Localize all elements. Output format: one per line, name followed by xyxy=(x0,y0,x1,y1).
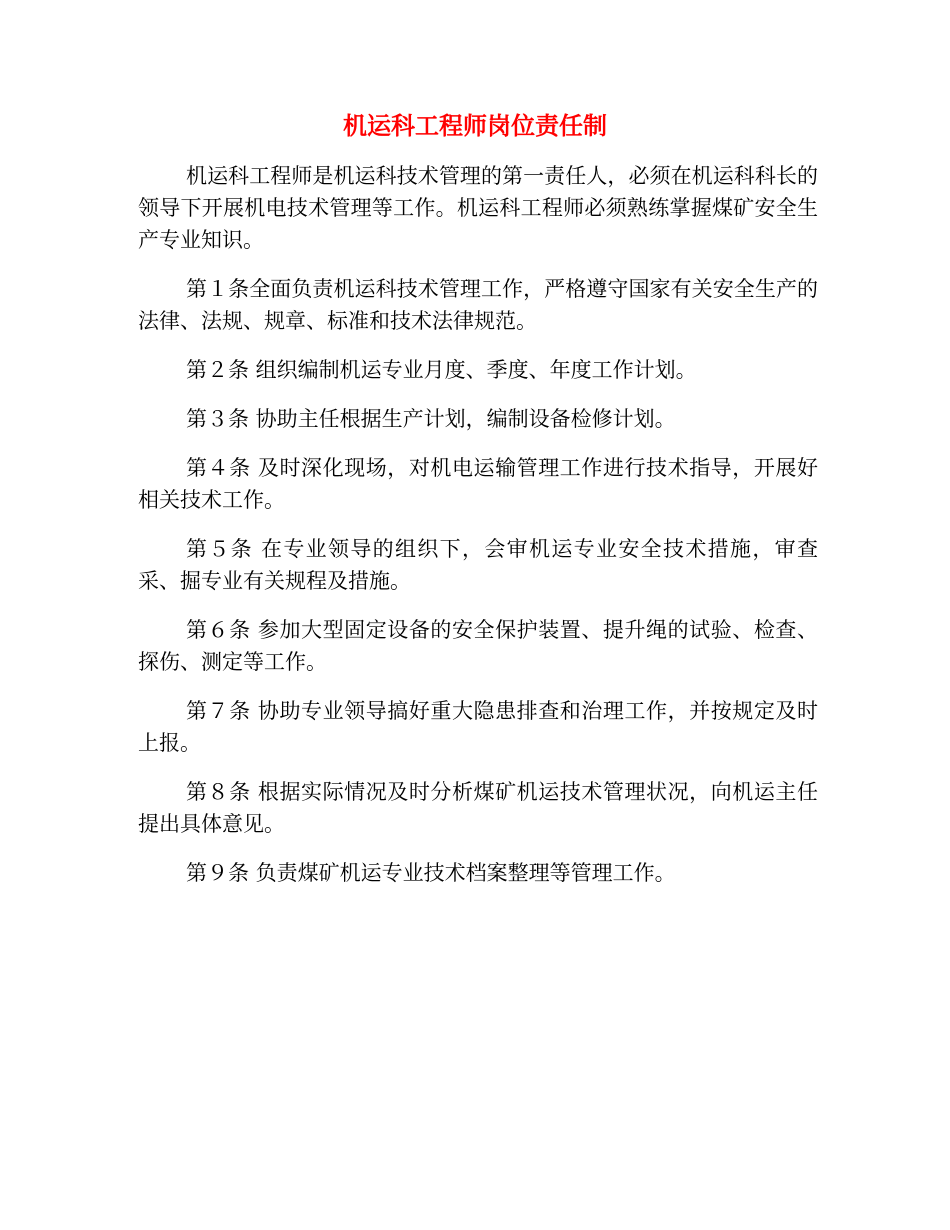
article-6: 第６条 参加大型固定设备的安全保护装置、提升绳的试验、检查、探伤、测定等工作。 xyxy=(138,618,818,674)
document-title: 机运科工程师岗位责任制 xyxy=(343,111,607,140)
article-3: 第３条 协助主任根据生产计划，编制设备检修计划。 xyxy=(186,407,676,431)
intro-paragraph: 机运科工程师是机运科技术管理的第一责任人，必须在机运科科长的领导下开展机电技术管理等工作。机运科工程师必须熟练掌握煤矿安全生产专业知识。 xyxy=(138,164,818,252)
article-8: 第８条 根据实际情况及时分析煤矿机运技术管理状况，向机运主任提出具体意见。 xyxy=(138,780,818,836)
article-2: 第２条 组织编制机运专业月度、季度、年度工作计划。 xyxy=(186,358,697,382)
article-5: 第５条 在专业领导的组织下，会审机运专业安全技术措施，审查采、掘专业有关规程及措施。 xyxy=(138,537,818,593)
article-4: 第４条 及时深化现场，对机电运输管理工作进行技术指导，开展好相关技术工作。 xyxy=(138,456,818,512)
document-body xyxy=(138,160,818,906)
article-1: 第１条全面负责机运科技术管理工作，严格遵守国家有关安全生产的法律、法规、规章、标准和技术法律规范。 xyxy=(138,277,818,333)
article-7: 第７条 协助专业领导搞好重大隐患排查和治理工作，并按规定及时上报。 xyxy=(138,699,818,755)
article-9: 第９条 负责煤矿机运专业技术档案整理等管理工作。 xyxy=(186,861,676,885)
